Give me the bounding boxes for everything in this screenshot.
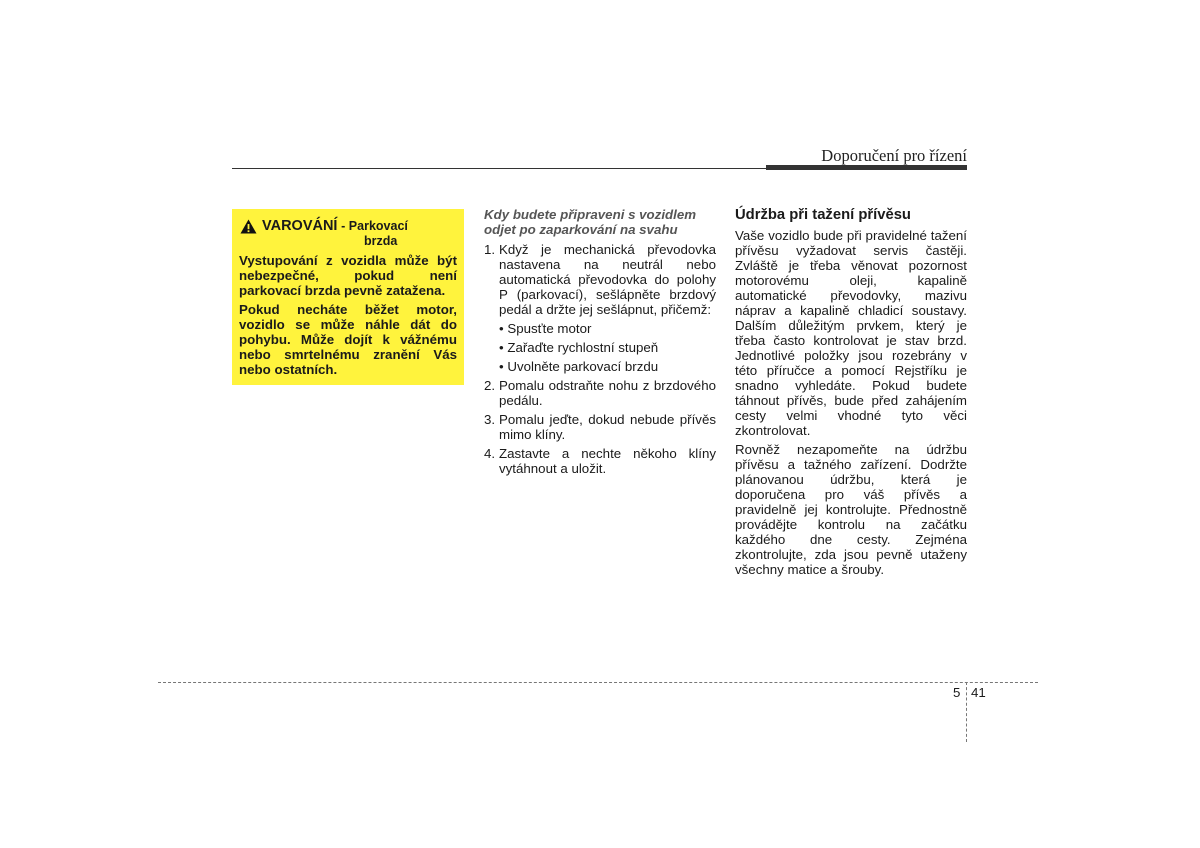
step-text: Zastavte a nechte někoho klíny vytáhnout a uložit.	[499, 446, 716, 476]
header-bar	[766, 165, 967, 170]
warning-triangle-icon	[240, 219, 257, 234]
list-item	[484, 412, 716, 442]
step-text: Pomalu odstraňte nohu z brzdového pedálu.	[499, 378, 716, 408]
page-number: 41	[971, 685, 986, 700]
step-number: 2.	[484, 378, 496, 393]
chapter-number: 5	[953, 685, 961, 700]
column-warning	[232, 209, 464, 385]
warning-subtitle: - Parkovací	[341, 219, 408, 233]
step-text: Když je mechanická převodovka nastavena na neutrál nebo automatická převodovka do polohy P (parkovací), sešlápněte brzdový pedál a držte jej sešlápnut, přičemž:	[499, 242, 716, 317]
page-header-title: Doporučení pro řízení	[821, 146, 967, 165]
list-item	[484, 446, 716, 476]
footer-rule	[158, 682, 1038, 683]
step-number: 1.	[484, 242, 496, 257]
warning-subtitle-line2: brzda	[364, 234, 398, 248]
bullet-item: • Uvolněte parkovací brzdu	[499, 359, 659, 374]
warning-paragraph: Vystupování z vozidla může být nebezpečné, pokud není parkovací brzda pevně zatažena.	[239, 253, 457, 298]
step-bullets	[499, 321, 716, 374]
maintenance-heading: Údržba při tažení přívěsu	[735, 207, 911, 223]
list-item	[484, 242, 716, 374]
bullet-item: • Zařaďte rychlostní stupeň	[499, 340, 659, 355]
step-number: 3.	[484, 412, 496, 427]
parking-subheading: Kdy budete připraveni s vozidlem odjet po zaparkování na svahu	[484, 207, 697, 237]
footer-divider	[966, 682, 967, 742]
bullet-item: • Spusťte motor	[499, 321, 592, 336]
list-item	[484, 378, 716, 408]
warning-paragraph: Pokud necháte běžet motor, vozidlo se může náhle dát do pohybu. Může dojít k vážnému nebo smrtelnému zranění Vás nebo ostatních.	[239, 302, 457, 377]
step-number: 4.	[484, 446, 496, 461]
warning-box	[232, 209, 464, 385]
warning-header	[239, 218, 457, 234]
step-text: Pomalu jeďte, dokud nebude přívěs mimo klíny.	[499, 412, 716, 442]
parking-steps	[484, 242, 716, 476]
column-parking	[484, 207, 716, 480]
maintenance-paragraph: Vaše vozidlo bude při pravidelné tažení přívěsu vyžadovat servis častěji. Zvláště je třeba věnovat pozornost motorovému oleji, kapalině automatické převodovky, mazivu náprav a kapalině chladicí soustavy. Dalším důležitým prvkem, který je třeba často kontrolovat je stav brzd. Jednotlivé položky jsou rozebrány v této příručce a pomocí Rejstříku je snadno vyhledáte. Pokud budete táhnout přívěs, bude před zahájením cesty velmi vhodné tyto věci zkontrolovat.	[735, 228, 967, 438]
warning-title: VAROVÁNÍ	[262, 218, 338, 234]
maintenance-paragraph: Rovněž nezapomeňte na údržbu přívěsu a tažného zařízení. Dodržte plánovanou údržbu, která je doporučena pro váš přívěs a pravidelně jej kontrolujte. Přednostně provádějte kontrolu na začátku každého dne cesty. Zejména zkontrolujte, zda jsou pevně utaženy všechny matice a šrouby.	[735, 442, 967, 577]
column-maintenance	[735, 207, 967, 581]
